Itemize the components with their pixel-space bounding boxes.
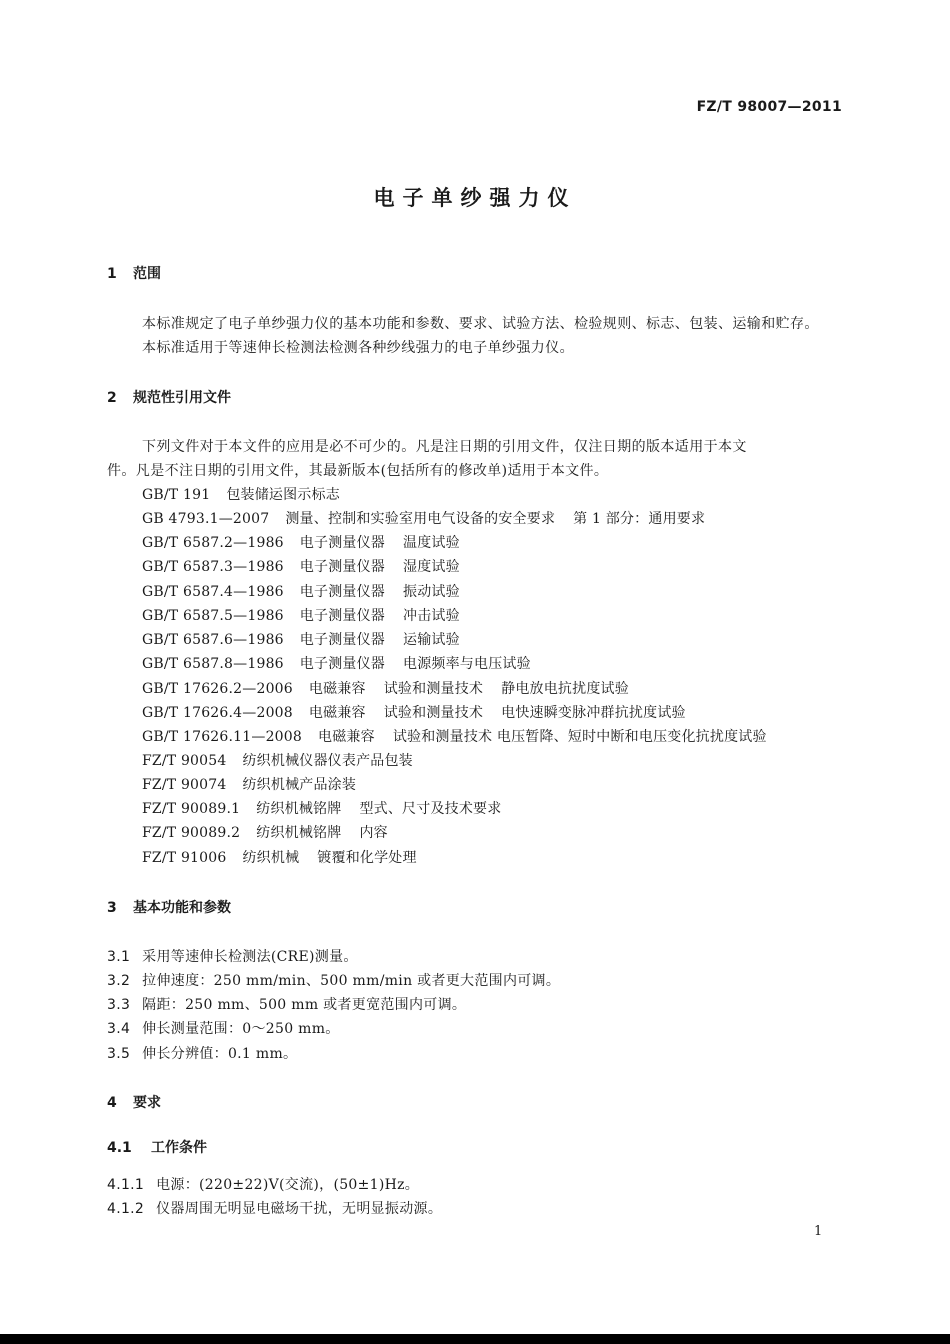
reference-title: 镀覆和化学处理 — [317, 850, 417, 866]
reference-item — [142, 508, 723, 528]
reference-title: 试验和测量技术 — [383, 705, 484, 721]
subsection-4-1-heading — [107, 1137, 207, 1157]
clause-text: 仪器周围无明显电磁场干扰，无明显振动源。 — [156, 1201, 443, 1217]
reference-title: 冲击试验 — [403, 608, 460, 624]
reference-title: 电子测量仪器 — [299, 535, 385, 551]
references-intro-line-2: 件。凡是不注日期的引用文件，其最新版本(包括所有的修改单)适用于本文件。 — [107, 463, 609, 479]
reference-title: 电快速瞬变脉冲群抗扰度试验 — [501, 705, 686, 721]
section-3-heading — [107, 897, 231, 917]
reference-item — [142, 532, 478, 552]
reference-code: GB/T 6587.5—1986 — [142, 608, 284, 624]
reference-item — [142, 629, 478, 649]
reference-title: 电子测量仪器 — [299, 608, 385, 624]
reference-item — [142, 798, 519, 818]
scope-paragraph-2: 本标准适用于等速伸长检测法检测各种纱线强力的电子单纱强力仪。 — [142, 340, 574, 356]
section-number: 2 — [107, 390, 117, 406]
reference-title: 运输试验 — [403, 632, 460, 648]
reference-code: GB/T 17626.11—2008 — [142, 729, 303, 745]
reference-title: 测量、控制和实验室用电气设备的安全要求 — [285, 511, 556, 527]
reference-item — [142, 774, 374, 794]
clause-item — [107, 1018, 340, 1038]
reference-title: 电磁兼容 — [318, 729, 375, 745]
reference-code: GB 4793.1—2007 — [142, 511, 270, 527]
clause-text: 伸长测量范围：0～250 mm。 — [142, 1021, 340, 1037]
reference-title: 电子测量仪器 — [299, 584, 385, 600]
clause-number: 3.4 — [107, 1021, 131, 1037]
reference-item — [142, 484, 358, 504]
reference-title: 纺织机械铭牌 — [256, 825, 342, 841]
reference-item — [142, 581, 478, 601]
reference-item — [142, 822, 406, 842]
reference-title: 试验和测量技术 — [383, 681, 484, 697]
reference-code: GB/T 6587.6—1986 — [142, 632, 284, 648]
clause-number: 3.5 — [107, 1046, 131, 1062]
reference-title: 型式、尺寸及技术要求 — [359, 801, 502, 817]
section-2-heading — [107, 387, 231, 407]
reference-title: 内容 — [359, 825, 388, 841]
clause-item — [107, 1198, 442, 1218]
page-number: 1 — [814, 1224, 823, 1239]
reference-code: FZ/T 90054 — [142, 753, 227, 769]
reference-code: FZ/T 90089.2 — [142, 825, 241, 841]
subsection-number: 4.1 — [107, 1140, 132, 1156]
reference-code: GB/T 17626.4—2008 — [142, 705, 293, 721]
section-title: 规范性引用文件 — [133, 390, 231, 406]
clause-text: 隔距：250 mm、500 mm 或者更宽范围内可调。 — [142, 997, 467, 1013]
clause-number: 3.1 — [107, 949, 131, 965]
reference-item — [142, 726, 785, 746]
reference-title: 电源频率与电压试验 — [403, 656, 531, 672]
section-number: 3 — [107, 900, 117, 916]
bottom-border — [0, 1334, 950, 1344]
clause-number: 3.3 — [107, 997, 131, 1013]
clause-number: 3.2 — [107, 973, 131, 989]
clause-item — [107, 1043, 297, 1063]
reference-title: 静电放电抗扰度试验 — [501, 681, 629, 697]
reference-code: FZ/T 91006 — [142, 850, 227, 866]
document-title: 电子单纱强力仪 — [373, 186, 577, 210]
reference-title: 电子测量仪器 — [299, 559, 385, 575]
reference-title: 湿度试验 — [403, 559, 460, 575]
reference-title: 振动试验 — [403, 584, 460, 600]
clause-item — [107, 994, 466, 1014]
subsection-title: 工作条件 — [151, 1140, 207, 1156]
clause-number: 4.1.2 — [107, 1201, 145, 1217]
reference-code: GB/T 6587.2—1986 — [142, 535, 284, 551]
section-4-heading — [107, 1092, 161, 1112]
reference-title: 纺织机械 — [242, 850, 300, 866]
reference-title: 试验和测量技术 电压暂降、短时中断和电压变化抗扰度试验 — [392, 729, 767, 745]
scope-paragraph-1: 本标准规定了电子单纱强力仪的基本功能和参数、要求、试验方法、检验规则、标志、包装、运输和贮存。 — [142, 316, 819, 332]
reference-item — [142, 653, 549, 673]
reference-item — [142, 678, 647, 698]
section-title: 范围 — [133, 266, 161, 282]
section-number: 1 — [107, 266, 117, 282]
section-number: 4 — [107, 1095, 117, 1111]
reference-title: 电磁兼容 — [308, 681, 366, 697]
reference-title: 纺织机械产品涂装 — [242, 777, 357, 793]
reference-item — [142, 847, 435, 867]
clause-item — [107, 946, 358, 966]
clause-text: 电源：(220±22)V(交流)，(50±1)Hz。 — [156, 1177, 420, 1193]
clause-number: 4.1.1 — [107, 1177, 145, 1193]
reference-code: GB/T 6587.8—1986 — [142, 656, 284, 672]
reference-title: 纺织机械仪器仪表产品包装 — [242, 753, 413, 769]
standard-code: FZ/T 98007—2011 — [696, 99, 842, 115]
reference-code: GB/T 17626.2—2006 — [142, 681, 293, 697]
reference-code: GB/T 191 — [142, 487, 211, 503]
clause-item — [107, 970, 560, 990]
clause-text: 拉伸速度：250 mm/min、500 mm/min 或者更大范围内可调。 — [142, 973, 561, 989]
section-title: 基本功能和参数 — [133, 900, 231, 916]
reference-title: 电子测量仪器 — [299, 632, 385, 648]
clause-text: 采用等速伸长检测法(CRE)测量。 — [142, 949, 358, 965]
clause-text: 伸长分辨值：0.1 mm。 — [142, 1046, 298, 1062]
reference-title: 电子测量仪器 — [299, 656, 385, 672]
reference-title: 包装储运图示标志 — [226, 487, 340, 503]
section-title: 要求 — [133, 1095, 161, 1111]
clause-item — [107, 1174, 419, 1194]
reference-item — [142, 605, 478, 625]
reference-title: 第 1 部分：通用要求 — [573, 511, 706, 527]
reference-code: GB/T 6587.4—1986 — [142, 584, 284, 600]
section-1-heading — [107, 263, 161, 283]
reference-code: GB/T 6587.3—1986 — [142, 559, 284, 575]
reference-item — [142, 702, 704, 722]
reference-code: FZ/T 90089.1 — [142, 801, 241, 817]
reference-code: FZ/T 90074 — [142, 777, 227, 793]
reference-item — [142, 750, 431, 770]
reference-title: 温度试验 — [403, 535, 460, 551]
reference-item — [142, 556, 478, 576]
references-intro-line-1: 下列文件对于本文件的应用是必不可少的。凡是注日期的引用文件，仅注日期的版本适用于本文 — [142, 439, 747, 455]
reference-title: 纺织机械铭牌 — [256, 801, 342, 817]
reference-title: 电磁兼容 — [308, 705, 366, 721]
